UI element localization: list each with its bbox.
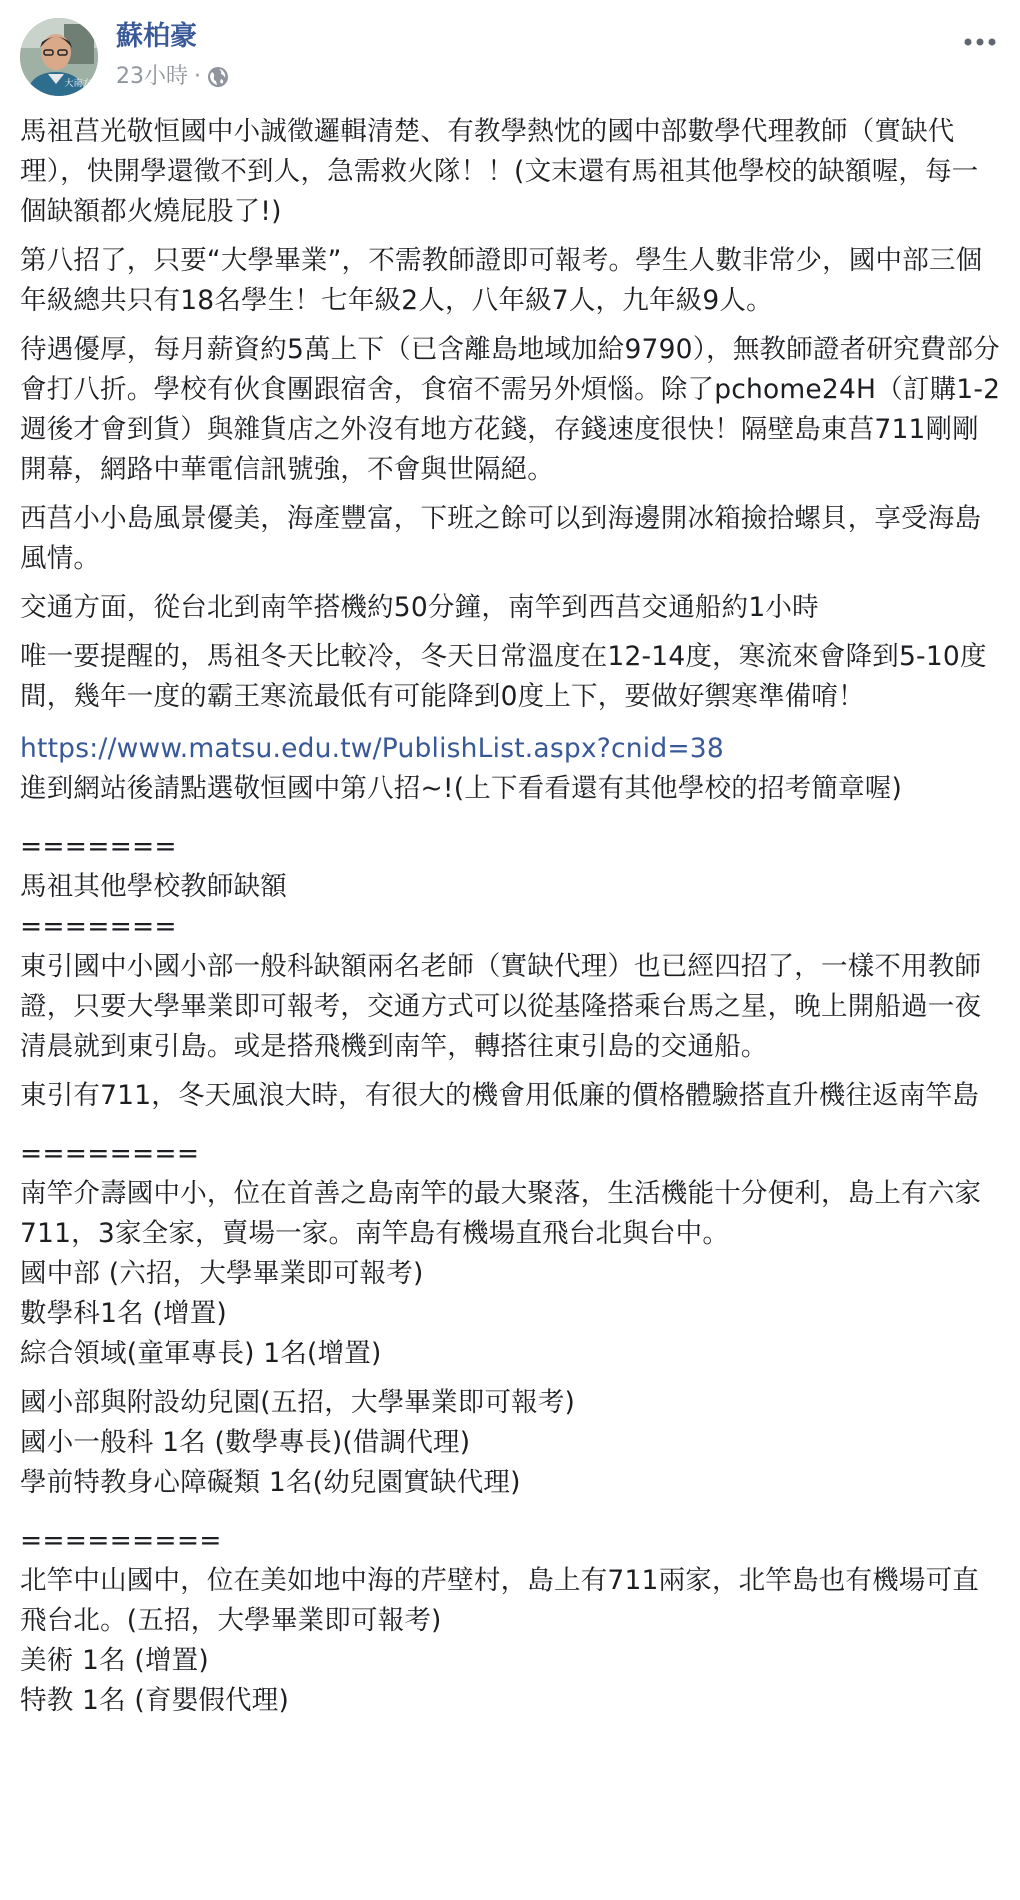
post-timestamp[interactable]: 23小時 <box>116 64 188 89</box>
paragraph-transport: 交通方面，從台北到南竿搭機約50分鐘，南竿到西莒交通船約1小時 <box>20 592 819 623</box>
more-options-icon <box>960 30 1000 54</box>
post-header <box>20 18 1000 98</box>
paragraph-other-schools-heading: 馬祖其他學校教師缺額 <box>20 871 287 902</box>
separator: ========= <box>20 1525 222 1556</box>
paragraph-nangan: 南竿介壽國中小，位在首善之島南竿的最大聚落，生活機能十分便利，島上有六家711，3家全家，賣場一家。南竿島有機場直飛台北與台中。 <box>20 1178 982 1249</box>
paragraph-beigan-special-ed: 特教 1名 (育嬰假代理) <box>20 1685 289 1716</box>
avatar-text: 大南方 <box>64 79 92 89</box>
globe-icon[interactable] <box>207 66 229 88</box>
paragraph-beigan-art: 美術 1名 (增置) <box>20 1645 209 1676</box>
post-meta <box>116 62 229 92</box>
separator: ======== <box>20 1138 200 1169</box>
paragraph-instructions: 進到網站後請點選敬恒國中第八招~!(上下看看還有其他學校的招考簡章喔) <box>20 773 903 804</box>
recruitment-link[interactable]: https://www.matsu.edu.tw/PublishList.aspx?cnid=38 <box>20 733 724 764</box>
avatar-image <box>20 18 98 96</box>
paragraph-nangan-elementary: 國小部與附設幼兒園(五招，大學畢業即可報考) <box>20 1387 576 1418</box>
separator: ======= <box>20 831 177 862</box>
paragraph-nangan-junior: 國中部 (六招，大學畢業即可報考) <box>20 1258 424 1289</box>
paragraph-beigan: 北竿中山國中，位在美如地中海的芹壁村，島上有711兩家，北竿島也有機場可直飛台北。(五招，大學畢業即可報考) <box>20 1565 979 1636</box>
paragraph-dongyin: 東引國中小國小部一般科缺額兩名老師（實缺代理）也已經四招了，一樣不用教師證，只要大學畢業即可報考，交通方式可以從基隆搭乘台馬之星，晚上開船過一夜清晨就到東引島。或是搭飛機到南竿，轉搭往東引島的交通船。 <box>20 951 982 1062</box>
paragraph-nangan-integrated: 綜合領域(童軍專長) 1名(增置) <box>20 1338 382 1369</box>
separator: ======= <box>20 911 177 942</box>
post-body <box>20 112 1005 1721</box>
paragraph-requirements: 第八招了，只要“大學畢業”，不需教師證即可報考。學生人數非常少，國中部三個年級總共只有18名學生！七年級2人，八年級7人，九年級9人。 <box>20 245 983 316</box>
paragraph-dongyin-711: 東引有711，冬天風浪大時，有很大的機會用低廉的價格體驗搭直升機往返南竿島 <box>20 1080 979 1111</box>
author-name[interactable]: 蘇柏豪 <box>116 21 197 52</box>
paragraph-nangan-math: 數學科1名 (增置) <box>20 1298 227 1329</box>
paragraph-intro: 馬祖莒光敬恒國中小誠徵邏輯清楚、有教學熱忱的國中部數學代理教師（實缺代理），快開學還徵不到人，急需救火隊！！(文末還有馬祖其他學校的缺額喔，每一個缺額都火燒屁股了!) <box>20 116 979 227</box>
avatar[interactable] <box>20 18 98 96</box>
paragraph-salary: 待遇優厚，每月薪資約5萬上下（已含離島地域加給9790），無教師證者研究費部分會打八折。學校有伙食團跟宿舍，食宿不需另外煩惱。除了pchome24H（訂購1-2週後才會到貨）與雜貨店之外沒有地方花錢，存錢速度很快！隔壁島東莒711剛剛開幕，網路中華電信訊號強，不會與世隔絕。 <box>20 334 1001 485</box>
paragraph-weather: 唯一要提醒的，馬祖冬天比較冷，冬天日常溫度在12-14度，寒流來會降到5-10度間，幾年一度的霸王寒流最低有可能降到0度上下，要做好禦寒準備唷！ <box>20 641 987 712</box>
link-paragraph <box>20 729 1005 769</box>
more-options-button[interactable] <box>960 30 1000 54</box>
paragraph-nangan-general: 國小一般科 1名 (數學專長)(借調代理) <box>20 1427 471 1458</box>
paragraph-nangan-preschool: 學前特教身心障礙類 1名(幼兒園實缺代理) <box>20 1467 521 1498</box>
meta-separator: · <box>194 64 201 89</box>
paragraph-scenery: 西莒小小島風景優美，海產豐富，下班之餘可以到海邊開冰箱撿拾螺貝，享受海島風情。 <box>20 503 982 574</box>
